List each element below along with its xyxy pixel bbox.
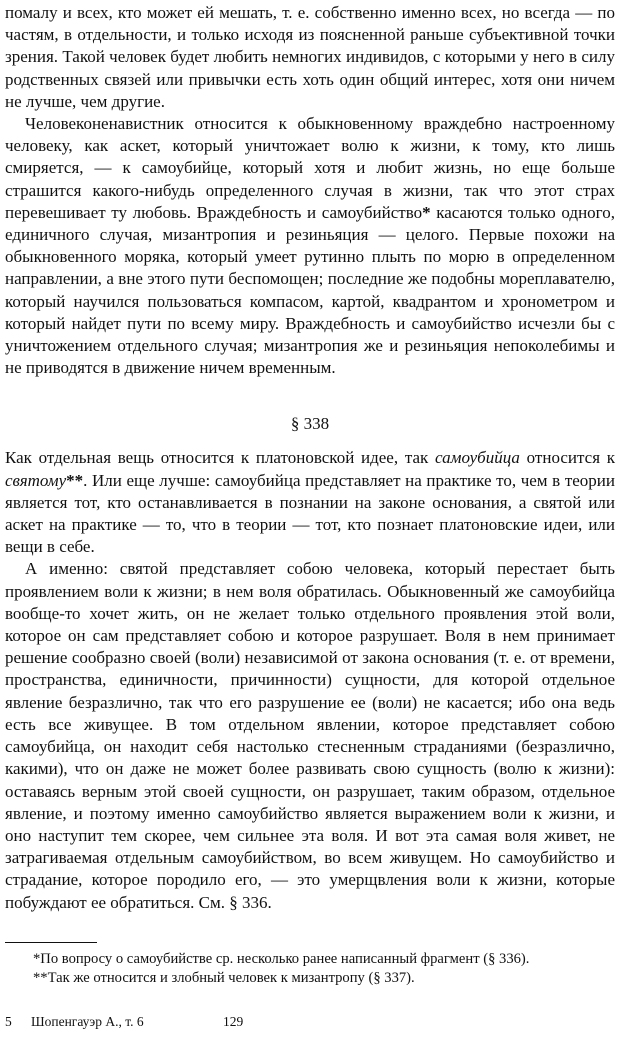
section-heading: § 338 xyxy=(290,414,330,434)
paragraph-4-text: А именно: святой представляет собою человека, который перестает быть проявлением воли к жизни; в нем воля обратилась. Обыкновенный же самоубийца вообще-то хочет жить, он не желает только отдельного проявления этой воли, которое он сам представляет собою и которое разрушает. Воля в нем принимает решение сообразно своей (воли) независимой от закона основания (т. е. от времени, пространства, единичности, причинности) сущности, для которой отдельное явление безразлично, так что его разрушение ее (воли) не касается; ибо она ведь есть все живущее. В том отдельном явлении, которое представляет собою самоубийца, он находит себя настолько стесненным страданиями (безразлично, какими), что он даже не может более развивать свою сущность (волю к жизни): оставаясь верным этой своей сущности, он разрушает, таким образом, отдельное явление, и поэтому именно самоубийство является выражением воли к жизни, и оно наступит тем скорее, чем сильнее эта воля. И вот эта самая воля живет, не затрагиваемая отдельным самоубийством, во всем живущем. Но самоубийство и страдание, которое породило его, — это умерщвления воли к жизни, которые побуждают ее обратиться. См. § 336. xyxy=(5,559,615,912)
paragraph-3 xyxy=(5,447,615,558)
paragraph-3-text-a: Как отдельная вещь относится к платоновской идее, так xyxy=(5,448,435,468)
page-body xyxy=(5,2,615,914)
page-footer xyxy=(5,1014,615,1034)
paragraph-1 xyxy=(5,2,615,113)
paragraph-3-text-b: относится к xyxy=(519,448,615,468)
paragraph-1-text: помалу и всех, кто может ей мешать, т. е. собственно именно всех, но всегда — по частям, в отдельности, и только исходя из поясненной раньше субъективной точки зрения. Такой человек будет любить немногих индивидов, с которыми у него в силу родственных связей или привычки есть хоть один общий интерес, хотя они ничем не лучше, чем другие. xyxy=(5,3,615,111)
page-number: 129 xyxy=(223,1014,244,1029)
paragraph-2 xyxy=(5,113,615,379)
paragraph-3-italic-suicide: самоубийца xyxy=(435,448,520,468)
signature-mark: 5 xyxy=(5,1014,12,1029)
paragraph-3-text-c: . Или еще лучше: самоубийца представляет на практике то, чем в теории является тот, кто останавливается в познании на законе основания, а святой или аскет на практике — то, что в теории — тот, кто познает платоновские идеи, или вещи в себе. xyxy=(5,470,615,557)
author-volume: Шопенгауэр А., т. 6 xyxy=(31,1014,144,1029)
paragraph-4 xyxy=(5,558,615,913)
footnote-marker-1: * xyxy=(422,202,431,222)
paragraph-2-text-a: Человеконенавистник относится к обыкновенному враждебно настроенному человеку, как аскет, который уничтожает волю к жизни, к тому, кто лишь смиряется, — к самоубийце, который хотя и любит жизнь, но еще больше страшится какого-нибудь определенного случая в жизни, так что этот страх перевешивает ту любовь. Враждебность и самоубийство xyxy=(5,114,615,222)
paragraph-2-text-b: касаются только одного, единичного случая, мизантропия и резиньяция — целого. Первые похожи на обыкновенного моряка, который умеет рутинно плыть по морю в определенном направлении, а вне этого пути беспомощен; последние же подобны мореплавателю, который научился пользоваться компасом, картой, квадрантом и хронометром и который найдет пути по всему миру. Враждебность и самоубийство исчезли бы с уничтожением отдельного случая; мизантропия же и резиньяция непоколебимы и не приводятся в движение ничем временным. xyxy=(5,202,615,378)
footnote-divider xyxy=(5,942,97,943)
paragraph-3-italic-saint: святому xyxy=(5,470,67,490)
footnotes xyxy=(5,950,615,988)
footnote-marker-2: ** xyxy=(66,470,84,490)
footnote-1: *По вопросу о самоубийстве ср. несколько ранее написанный фрагмент (§ 336). xyxy=(33,951,530,967)
footnote-2: **Так же относится и злобный человек к мизантропу (§ 337). xyxy=(33,970,415,986)
